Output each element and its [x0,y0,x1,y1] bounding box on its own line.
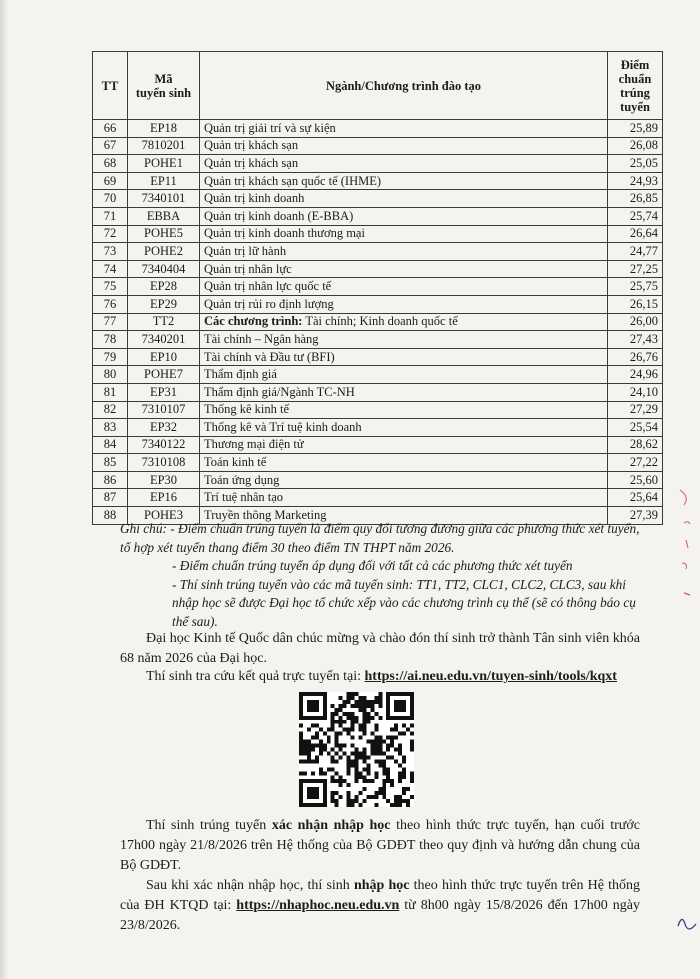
cell-program: Thẩm định giá [200,366,608,384]
cell-program: Toán ứng dụng [200,471,608,489]
table-row [93,366,663,384]
table-row [93,489,663,507]
cell-tt: 70 [93,190,128,208]
cell-tt: 86 [93,471,128,489]
qr-code [299,692,414,807]
table-row [93,436,663,454]
cell-score: 26,00 [608,313,663,331]
cell-score: 27,29 [608,401,663,419]
table-row [93,278,663,296]
table-row [93,295,663,313]
cell-code: 7310107 [128,401,200,419]
cell-program: Thống kê và Trí tuệ kinh doanh [200,419,608,437]
cell-code: POHE2 [128,243,200,261]
header-tt: TT [93,52,128,120]
cell-score: 25,89 [608,120,663,138]
cell-program: Thẩm định giá/Ngành TC-NH [200,383,608,401]
table-row [93,348,663,366]
cell-score: 24,96 [608,366,663,384]
cell-score: 28,62 [608,436,663,454]
cell-score: 26,15 [608,295,663,313]
lookup-paragraph: Thí sinh tra cứu kết quả trực tuyến tại: https://ai.neu.edu.vn/tuyen-sinh/tools/kqxt [146,669,617,684]
note-line-3: - Thí sinh trúng tuyển vào các mã tuyển sinh: TT1, TT2, CLC1, CLC2, CLC3, sau khi nhập học sẽ được Đại học tổ chức xếp vào các chương trình cụ thể (sẽ có thông báo cụ thể sau). [172,576,636,629]
admission-score-table [92,51,663,525]
red-pen-marks [672,485,694,605]
cell-score: 26,08 [608,137,663,155]
cell-tt: 84 [93,436,128,454]
lookup-link[interactable]: https://ai.neu.edu.vn/tuyen-sinh/tools/kqxt [364,669,617,684]
cell-code: EP10 [128,348,200,366]
cell-score: 26,76 [608,348,663,366]
cell-score: 25,75 [608,278,663,296]
cell-program: Các chương trình: Tài chính; Kinh doanh quốc tế [200,313,608,331]
cell-code: EBBA [128,207,200,225]
cell-program: Toán kinh tế [200,454,608,472]
cell-program: Quản trị rủi ro định lượng [200,295,608,313]
table-row [93,225,663,243]
cell-program: Quản trị giải trí và sự kiện [200,120,608,138]
table-row [93,313,663,331]
table-row [93,172,663,190]
cell-tt: 71 [93,207,128,225]
cell-tt: 72 [93,225,128,243]
congrats-paragraph: Đại học Kinh tế Quốc dân chúc mừng và chào đón thí sinh trở thành Tân sinh viên khóa 68 năm 2026 của Đại học. [120,631,640,666]
page-edge-shadow [0,0,8,979]
note-line-2: - Điểm chuẩn trúng tuyển áp dụng đối với tất cả các phương thức xét tuyển [172,558,573,573]
cell-score: 25,05 [608,155,663,173]
cell-program: Quản trị kinh doanh [200,190,608,208]
cell-code: EP32 [128,419,200,437]
cell-score: 25,64 [608,489,663,507]
cell-code: 7310108 [128,454,200,472]
cell-code: POHE3 [128,507,200,525]
cell-score: 26,64 [608,225,663,243]
table-row [93,401,663,419]
cell-code: EP11 [128,172,200,190]
table-row [93,243,663,261]
notes-block [120,520,640,631]
cell-tt: 73 [93,243,128,261]
cell-tt: 77 [93,313,128,331]
cell-code: EP29 [128,295,200,313]
table-row [93,120,663,138]
cell-tt: 74 [93,260,128,278]
cell-score: 24,93 [608,172,663,190]
table-body [93,120,663,525]
cell-program: Trí tuệ nhân tạo [200,489,608,507]
enroll-paragraph: Sau khi xác nhận nhập học, thí sinh nhập học theo hình thức trực tuyến trên Hệ thống của ĐH KTQD tại: https://nhaphoc.neu.edu.vn từ 8h00 ngày 15/8/2026 đến 17h00 ngày 23/8/2026. [120,878,641,933]
cell-program: Quản trị kinh doanh thương mại [200,225,608,243]
cell-score: 27,39 [608,507,663,525]
cell-tt: 67 [93,137,128,155]
confirm-paragraph: Thí sinh trúng tuyển xác nhận nhập học theo hình thức trực tuyến, hạn cuối trước 17h00 ngày 21/8/2026 trên Hệ thống của Bộ GDĐT theo quy định và hướng dẫn chung của Bộ GDĐT. [120,818,640,873]
table-row [93,190,663,208]
cell-tt: 88 [93,507,128,525]
table-row [93,331,663,349]
cell-program: Thương mại điện tử [200,436,608,454]
cell-program: Truyền thông Marketing [200,507,608,525]
cell-score: 24,77 [608,243,663,261]
cell-code: EP30 [128,471,200,489]
cell-code: 7340101 [128,190,200,208]
signature-mark [676,912,698,930]
cell-score: 26,85 [608,190,663,208]
header-program: Ngành/Chương trình đào tạo [200,52,608,120]
table-row [93,260,663,278]
cell-tt: 76 [93,295,128,313]
table-row [93,155,663,173]
note-line-1: Ghi chú: - Điểm chuẩn trúng tuyển là điểm quy đổi tương đương giữa các phương thức xét tuyển, tổ hợp xét tuyển thang điểm 30 theo điểm TN THPT năm 2026. [120,521,640,555]
table-row [93,419,663,437]
header-score: Điểm chuẩn trúng tuyển [608,52,663,120]
cell-program: Quản trị khách sạn [200,155,608,173]
cell-code: POHE7 [128,366,200,384]
cell-program: Thống kê kinh tế [200,401,608,419]
cell-tt: 79 [93,348,128,366]
cell-score: 25,54 [608,419,663,437]
table-row [93,383,663,401]
cell-score: 27,25 [608,260,663,278]
cell-code: 7340201 [128,331,200,349]
cell-code: 7810201 [128,137,200,155]
table-row [93,137,663,155]
cell-program: Quản trị nhân lực quốc tế [200,278,608,296]
table-header-row [93,52,663,120]
cell-code: TT2 [128,313,200,331]
cell-tt: 83 [93,419,128,437]
cell-program: Tài chính – Ngân hàng [200,331,608,349]
cell-code: EP31 [128,383,200,401]
cell-program: Quản trị khách sạn quốc tế (IHME) [200,172,608,190]
cell-tt: 78 [93,331,128,349]
cell-tt: 80 [93,366,128,384]
cell-code: 7340122 [128,436,200,454]
cell-tt: 75 [93,278,128,296]
cell-score: 25,74 [608,207,663,225]
cell-tt: 87 [93,489,128,507]
cell-program: Quản trị nhân lực [200,260,608,278]
cell-tt: 69 [93,172,128,190]
cell-score: 27,43 [608,331,663,349]
cell-code: EP18 [128,120,200,138]
cell-tt: 85 [93,454,128,472]
cell-code: POHE5 [128,225,200,243]
cell-program: Tài chính và Đầu tư (BFI) [200,348,608,366]
cell-score: 24,10 [608,383,663,401]
cell-program: Quản trị kinh doanh (E-BBA) [200,207,608,225]
cell-tt: 68 [93,155,128,173]
cell-score: 25,60 [608,471,663,489]
cell-program: Quản trị khách sạn [200,137,608,155]
cell-score: 27,22 [608,454,663,472]
cell-tt: 81 [93,383,128,401]
cell-code: POHE1 [128,155,200,173]
header-code: Mã tuyển sinh [128,52,200,120]
table-row [93,207,663,225]
cell-code: EP28 [128,278,200,296]
table-row [93,471,663,489]
cell-code: EP16 [128,489,200,507]
cell-code: 7340404 [128,260,200,278]
table-row [93,454,663,472]
cell-tt: 82 [93,401,128,419]
cell-tt: 66 [93,120,128,138]
enroll-link[interactable]: https://nhaphoc.neu.edu.vn [236,898,400,913]
cell-program: Quản trị lữ hành [200,243,608,261]
